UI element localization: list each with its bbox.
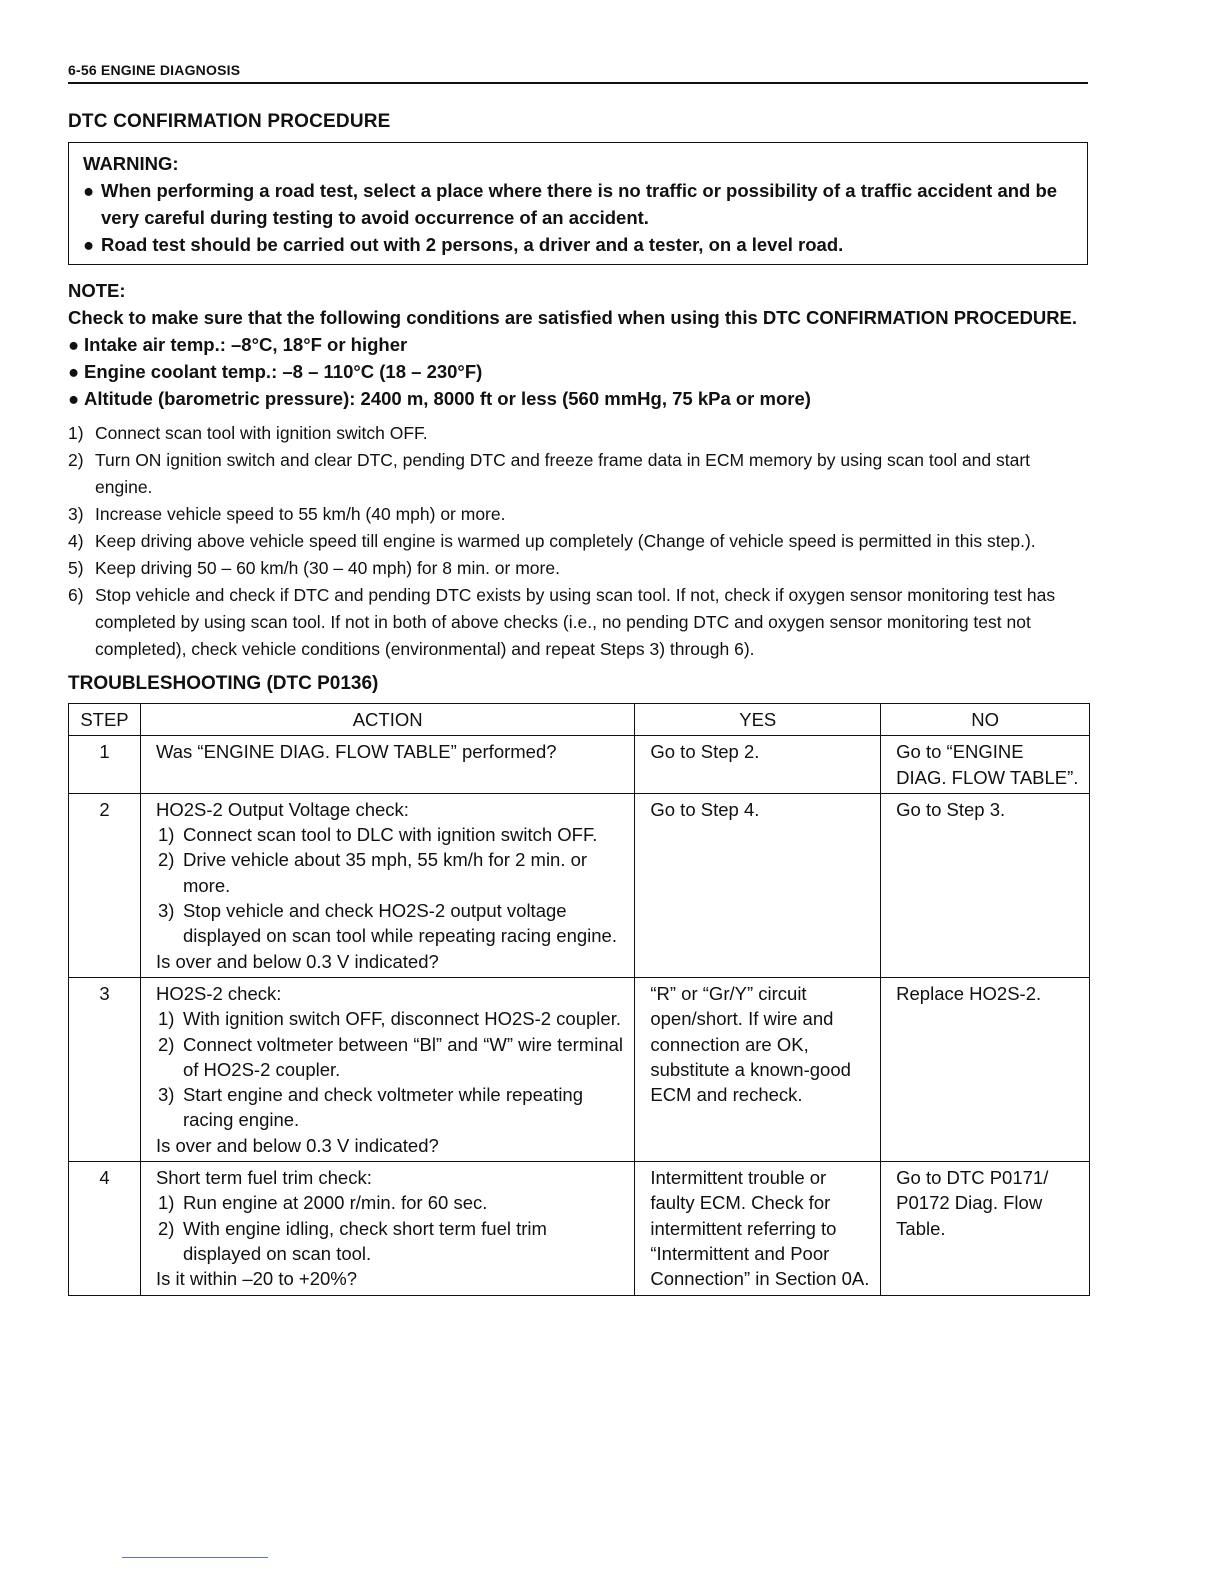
header-yes: YES xyxy=(635,704,881,736)
troubleshooting-table xyxy=(68,703,1090,1296)
procedure-step xyxy=(68,555,1088,582)
note-item xyxy=(68,385,1088,412)
cell-step: 1 xyxy=(69,736,141,794)
substep-text: Stop vehicle and check HO2S-2 output voltage displayed on scan tool while repeating racing engine. xyxy=(182,900,617,947)
step-text: Keep driving 50 – 60 km/h (30 – 40 mph) for 8 min. or more. xyxy=(95,558,560,578)
step-number: 5) xyxy=(68,558,84,578)
substep-number: 1) xyxy=(157,1008,175,1030)
step-text: Increase vehicle speed to 55 km/h (40 mph) or more. xyxy=(95,504,506,524)
warning-item xyxy=(83,177,1073,231)
bullet-icon: ● xyxy=(83,180,95,201)
action-substep xyxy=(156,822,624,847)
action-title: Was “ENGINE DIAG. FLOW TABLE” performed? xyxy=(155,741,557,763)
note-item xyxy=(68,358,1088,385)
step-number: 3) xyxy=(68,504,84,524)
procedure-step xyxy=(68,528,1088,555)
scan-mark-line xyxy=(122,1557,268,1558)
action-substep xyxy=(156,1190,624,1215)
warning-item xyxy=(83,231,1073,258)
bullet-icon: ● xyxy=(83,234,95,255)
procedure-step xyxy=(68,501,1088,528)
step-number: 4) xyxy=(68,531,84,551)
header-step: STEP xyxy=(69,704,141,736)
procedure-step xyxy=(68,582,1088,663)
cell-action xyxy=(140,736,634,794)
substep-number: 2) xyxy=(157,849,175,871)
cell-step: 4 xyxy=(69,1162,141,1295)
header-action: ACTION xyxy=(140,704,634,736)
note-block xyxy=(68,277,1088,412)
step-number: 1) xyxy=(68,423,84,443)
substep-number: 3) xyxy=(157,1084,175,1106)
substep-text: Start engine and check voltmeter while repeating racing engine. xyxy=(182,1084,584,1131)
note-title: NOTE: xyxy=(68,280,126,301)
page-header: 6-56 ENGINE DIAGNOSIS xyxy=(68,62,1088,84)
dtc-confirmation-title: DTC CONFIRMATION PROCEDURE xyxy=(68,111,391,132)
substep-text: Drive vehicle about 35 mph, 55 km/h for 2 min. or more. xyxy=(182,849,588,896)
table-row xyxy=(69,1162,1090,1295)
cell-no: Go to Step 3. xyxy=(881,793,1090,977)
warning-title: WARNING: xyxy=(83,153,179,174)
action-title: HO2S-2 Output Voltage check: xyxy=(155,798,409,820)
warning-item-text: When performing a road test, select a place where there is no traffic or possibility of a traffic accident and be very careful during testing to avoid occurrence of an accident. xyxy=(101,180,1058,228)
cell-action xyxy=(140,793,634,977)
page xyxy=(68,62,1088,1296)
table-row xyxy=(69,977,1090,1161)
step-number: 2) xyxy=(68,450,84,470)
substep-number: 2) xyxy=(157,1217,175,1239)
action-question: Is over and below 0.3 V indicated? xyxy=(155,950,439,972)
action-question: Is over and below 0.3 V indicated? xyxy=(155,1134,439,1156)
substep-text: Connect voltmeter between “Bl” and “W” wire terminal of HO2S-2 coupler. xyxy=(182,1033,624,1080)
substep-number: 1) xyxy=(157,824,175,846)
substep-text: Connect scan tool to DLC with ignition switch OFF. xyxy=(182,824,598,846)
action-substep xyxy=(156,847,624,898)
substep-text: Run engine at 2000 r/min. for 60 sec. xyxy=(182,1192,488,1214)
step-text: Stop vehicle and check if DTC and pending DTC exists by using scan tool. If not, check if oxygen sensor monitoring test has completed by using scan tool. If not in both of above checks (i.e., no pending DTC and oxygen sensor monitoring test not completed), check vehicle conditions (environmental) and repeat Steps 3) through 6). xyxy=(95,585,1056,659)
action-title: HO2S-2 check: xyxy=(155,982,282,1004)
cell-yes: “R” or “Gr/Y” circuit open/short. If wire and connection are OK, substitute a known-good ECM and recheck. xyxy=(635,977,881,1161)
substep-number: 2) xyxy=(157,1033,175,1055)
table-row xyxy=(69,793,1090,977)
note-item xyxy=(68,331,1088,358)
procedure-step xyxy=(68,420,1088,447)
action-substep xyxy=(156,898,624,949)
cell-action xyxy=(140,977,634,1161)
action-substep xyxy=(156,1006,624,1031)
action-substep xyxy=(156,1216,624,1267)
action-title: Short term fuel trim check: xyxy=(155,1167,372,1189)
action-question: Is it within –20 to +20%? xyxy=(155,1268,358,1290)
action-substep xyxy=(156,1032,624,1083)
procedure-list xyxy=(68,420,1088,663)
step-text: Turn ON ignition switch and clear DTC, pending DTC and freeze frame data in ECM memory by using scan tool and start engine. xyxy=(95,450,1031,497)
note-text: Check to make sure that the following conditions are satisfied when using this DTC CONFIRMATION PROCEDURE. xyxy=(68,307,1078,328)
cell-yes: Go to Step 2. xyxy=(635,736,881,794)
cell-step: 3 xyxy=(69,977,141,1161)
action-substep xyxy=(156,1082,624,1133)
cell-action xyxy=(140,1162,634,1295)
substep-number: 3) xyxy=(157,900,175,922)
table-header-row xyxy=(69,704,1090,736)
step-text: Connect scan tool with ignition switch OFF. xyxy=(95,423,428,443)
note-item-text: Engine coolant temp.: –8 – 110°C (18 – 230°F) xyxy=(84,361,483,382)
step-number: 6) xyxy=(68,585,84,605)
table-row xyxy=(69,736,1090,794)
procedure-step xyxy=(68,447,1088,501)
note-item-text: Altitude (barometric pressure): 2400 m, 8000 ft or less (560 mmHg, 75 kPa or more) xyxy=(84,388,811,409)
substep-number: 1) xyxy=(157,1192,175,1214)
note-item-text: Intake air temp.: –8°C, 18°F or higher xyxy=(84,334,408,355)
header-no: NO xyxy=(881,704,1090,736)
bullet-icon: ● xyxy=(68,388,80,409)
bullet-icon: ● xyxy=(68,334,80,355)
cell-no: Go to DTC P0171/ P0172 Diag. Flow Table. xyxy=(881,1162,1090,1295)
cell-yes: Go to Step 4. xyxy=(635,793,881,977)
cell-yes: Intermittent trouble or faulty ECM. Check for intermittent referring to “Intermittent and Poor Connection” in Section 0A. xyxy=(635,1162,881,1295)
warning-box xyxy=(68,142,1088,265)
bullet-icon: ● xyxy=(68,361,80,382)
step-text: Keep driving above vehicle speed till engine is warmed up completely (Change of vehicle speed is permitted in this step.). xyxy=(95,531,1036,551)
warning-item-text: Road test should be carried out with 2 persons, a driver and a tester, on a level road. xyxy=(101,234,844,255)
cell-no: Go to “ENGINE DIAG. FLOW TABLE”. xyxy=(881,736,1090,794)
cell-step: 2 xyxy=(69,793,141,977)
cell-no: Replace HO2S-2. xyxy=(881,977,1090,1161)
substep-text: With engine idling, check short term fuel trim displayed on scan tool. xyxy=(182,1217,547,1264)
substep-text: With ignition switch OFF, disconnect HO2S-2 coupler. xyxy=(182,1008,621,1030)
troubleshooting-title: TROUBLESHOOTING (DTC P0136) xyxy=(68,673,379,694)
